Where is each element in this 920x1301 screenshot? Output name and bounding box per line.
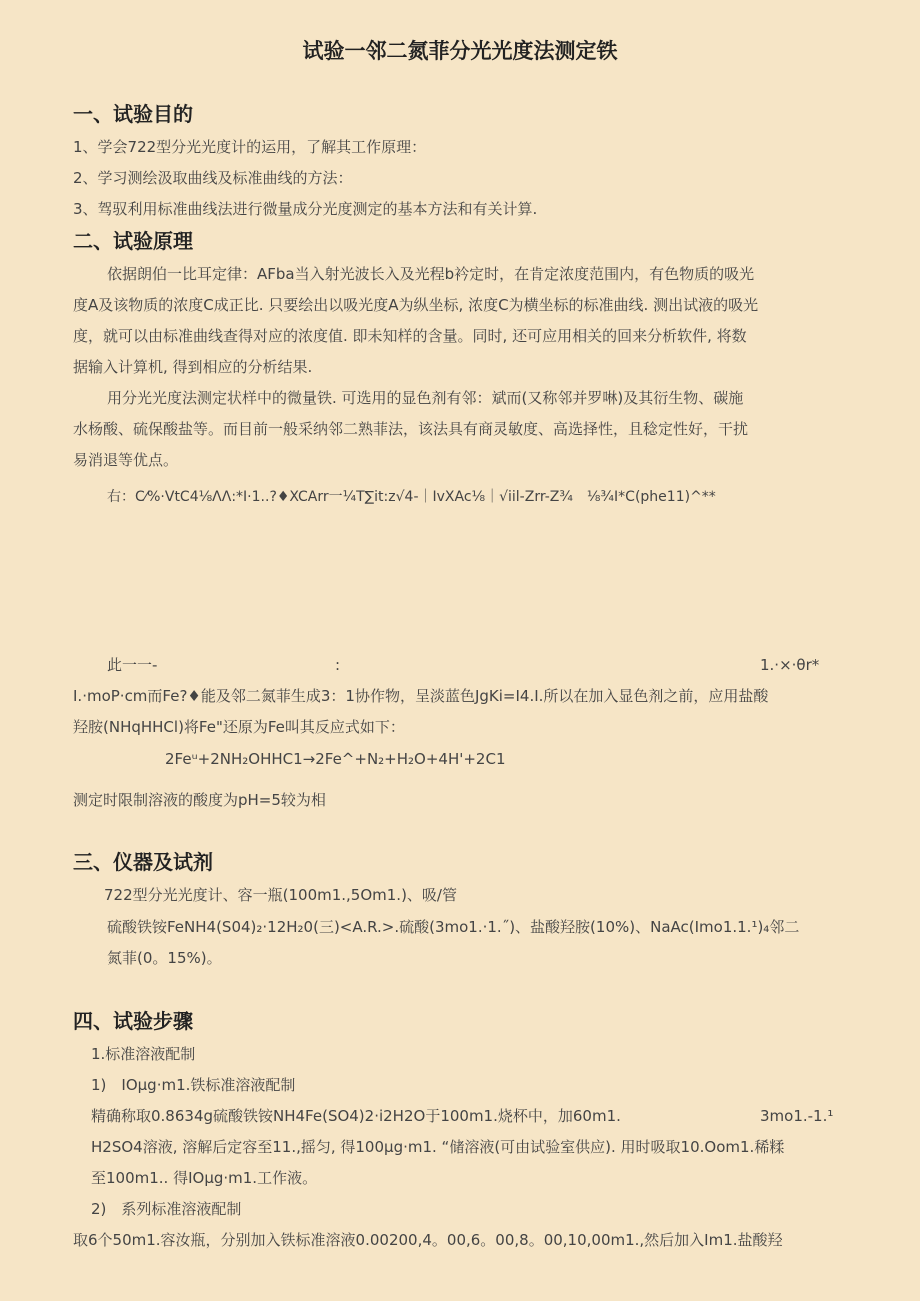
step-1a-line-1-right: 3mo1.-1.¹ [760, 1107, 834, 1125]
fragment-right: 1.·×·θr* [760, 656, 820, 674]
fragment-colon: : [335, 656, 341, 674]
ph-control-line: 测定时限制溶液的酸度为pH=5较为相 [73, 791, 326, 809]
purpose-item-1: 1、学会722型分光光度计的运用，了解其工作原理： [73, 138, 427, 156]
page-title: 试验一邻二氮菲分光光度法测定铁 [302, 39, 618, 63]
principle-para1-line3: 度，就可以由标准曲线查得对应的浓度值. 即未知样的含量。同时, 还可应用相关的回来分析软件, 将数 [73, 327, 747, 345]
step-1a-heading: 1) IOμg·m1.铁标准溶液配制 [91, 1076, 296, 1094]
principle-reduction-line: 羟胺(NHqHHCl)将Fe"还原为Fe叫其反应式如下： [73, 718, 405, 736]
principle-para2-line2: 水杨酸、硫保酸盐等。而目前一般采纳邻二熟菲法，该法具有商灵敏度、高选择性，且稔定性好，干扰 [73, 420, 749, 438]
purpose-item-3: 3、驾驭利用标准曲线法进行微量成分光度测定的基本方法和有关计算. [73, 200, 538, 218]
principle-complex-line: I.·moP·cm而Fe?♦能及邻二氮菲生成3：1协作物，呈淡蓝色JgKi=I4.I.所以在加入显色剂之前，应用盐酸 [73, 687, 769, 705]
reagents-line-1: 硫酸铁铵FeNH4(S04)₂·12H₂0(三)<A.R.>.硫酸(3mo1.·1.˝)、盐酸羟胺(10%)、NaAc(Imo1.1.¹)₄邻二 [107, 918, 800, 936]
purpose-item-2: 2、学习测绘汲取曲线及标准曲线的方法： [73, 169, 353, 187]
instruments-line: 722型分光光度计、容一瓶(100m1.,5Om1.)、吸/管 [104, 886, 457, 904]
principle-para1-line2: 度A及该物质的浓度C成正比. 只要绘出以吸光度A为纵坐标, 浓度C为横坐标的标准曲线. 测出试液的吸光 [73, 296, 759, 314]
garbled-equation-line: 右：C⁄%·VtC4⅛ΛΛ:*I·1..?♦XCArr一¼T∑it:z√4-｜IvXAc⅛｜√iil-Zrr-Z¾ ⅛¾I*C(phe11)^** [107, 489, 716, 505]
step-1a-line-3: 至100m1.. 得IOμg·m1.工作液。 [91, 1169, 318, 1187]
fragment-left: 此一一- [107, 656, 158, 674]
section-heading-purpose: 一、试验目的 [73, 102, 193, 126]
reagents-line-2: 氮菲(0。15%)。 [107, 949, 222, 967]
principle-para1-line1: 依据朗伯一比耳定律：AFba当入射光波长入及光程b衿定时，在肯定浓度范围内，有色物质的吸光 [107, 265, 755, 283]
section-heading-steps: 四、试验步骤 [73, 1009, 193, 1033]
reaction-formula: 2Feᵘ+2NH₂OHHC1→2Fe^+N₂+H₂O+4H'+2C1 [165, 750, 506, 768]
step-1b-line-1: 取6个50m1.容汝瓶，分别加入铁标准溶液0.00200,4。00,6。00,8。00,10,00m1.,然后加入Im1.盐酸羟 [73, 1231, 783, 1249]
section-heading-instruments: 三、仪器及试剂 [73, 850, 213, 874]
step-1a-line-2: H2SO4溶液, 溶解后定容至11.,摇匀, 得100μg·m1. “储溶液(可由试验室供应). 用时吸取10.Oom1.稀糅 [91, 1138, 785, 1156]
principle-para1-line4: 据输入计算机, 得到相应的分析结果. [73, 358, 313, 376]
section-heading-principle: 二、试验原理 [73, 229, 193, 253]
principle-para2-line1: 用分光光度法测定状样中的微量铁. 可选用的显色剂有邻：斌而(又称邻并罗啉)及其衍生物、碳施 [107, 389, 744, 407]
step-1a-line-1: 精确称取0.8634g硫酸铁铵NH4Fe(SO4)2·i2H2O于100m1.烧杯中，加60m1. [91, 1107, 621, 1125]
step-1-heading: 1.标准溶液配制 [91, 1045, 196, 1063]
step-1b-heading: 2) 系列标准溶液配制 [91, 1200, 242, 1218]
principle-para2-line3: 易消退等优点。 [73, 451, 179, 469]
